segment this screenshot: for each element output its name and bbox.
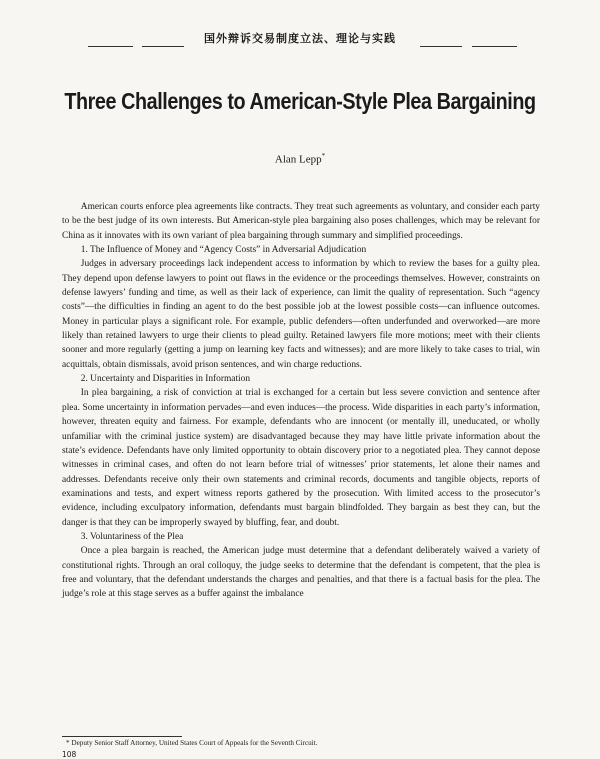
header-rule xyxy=(420,46,462,47)
article-body xyxy=(62,200,540,602)
section-1-paragraph: Judges in adversary proceedings lack independent access to information by which to review the bases for a guilty plea. They depend upon defense lawyers to point out flaws in the evidence or the proceedings themselves. However, constraints on defense lawyers’ funding and time, as well as their lack of experience, can limit the quality of representation. Such “agency costs”—the difficulties in finding an agent to do the best possible job at the lowest possible costs—can influence outcomes. Money in particular plays a significant role. For example, public defenders—often underfunded and overworked—are more likely than retained lawyers to urge their clients to plead guilty. Retained lawyers file more motions; meet with their clients sooner and more regularly (getting a jump on learning key facts and witnesses); and are more likely to take cases to trial, win acquittals, obtain dismissals, avoid prison sentences, and win charge reductions. xyxy=(62,259,540,370)
author-footnote-mark: * xyxy=(321,152,326,160)
section-heading-3: 3. Voluntariness of the Plea xyxy=(80,531,184,542)
footnote: * Deputy Senior Staff Attorney, United States Court of Appeals for the Seventh Circuit. xyxy=(66,739,318,747)
section-2-paragraph: In plea bargaining, a risk of conviction at trial is exchanged for a certain but less severe conviction and sentence after plea. Some uncertainty in information pervades—and even induces—the process. Wide disparities in each party’s information, however, threaten equity and fairness. For example, defendants who are innocent (or mentally ill, uneducated, or wholly unfamiliar with the criminal justice system) are disadvantaged because they may have little private information about the state’s evidence. Defendants have only limited opportunity to obtain discovery prior to a negotiated plea. They cannot depose witnesses in criminal cases, and often do not learn before trial of witnesses’ prior statements, let alone their names and addresses. Defendants receive only their own statements and criminal records, documents and tangible objects, reports of examinations and tests, and expert witness reports gathered by the prosecution. With limited access to the prosecutor’s evidence, including exculpatory information, defendants must bargain blindfolded. They bargain as best they can, but the danger is that they can be improperly swayed by bluffing, fear, and doubt. xyxy=(62,388,540,528)
author-line xyxy=(0,152,600,166)
section-3-paragraph: Once a plea bargain is reached, the American judge must determine that a defendant deliberately waived a variety of constitutional rights. Through an oral colloquy, the judge seeks to determine that the defendant is competent, that the plea is free and voluntary, that the defendant understands the charges and penalties, and that there is a factual basis for the plea. The judge’s role at this stage serves as a buffer against the imbalance xyxy=(62,546,540,600)
page-number: 108 xyxy=(62,750,77,759)
header-rule xyxy=(472,46,517,47)
section-heading-2: 2. Uncertainty and Disparities in Information xyxy=(80,374,251,385)
header-rule xyxy=(142,46,184,47)
section-heading-1: 1. The Influence of Money and “Agency Costs” in Adversarial Adjudication xyxy=(80,245,367,256)
article-title: Three Challenges to American-Style Plea Bargaining xyxy=(64,88,536,114)
intro-paragraph: American courts enforce plea agreements like contracts. They treat such agreements as voluntary, and consider each party to be the best judge of its own interests. But American-style plea bargaining also poses challenges, which may be relevant for China as it innovates with its own variant of plea bargaining through summary and simplified proceedings. xyxy=(62,202,540,241)
footnote-rule xyxy=(62,736,182,737)
running-header: 国外辩诉交易制度立法、理论与实践 xyxy=(204,32,396,45)
author-name: Alan Lepp xyxy=(274,153,322,166)
header-rule xyxy=(88,46,133,47)
